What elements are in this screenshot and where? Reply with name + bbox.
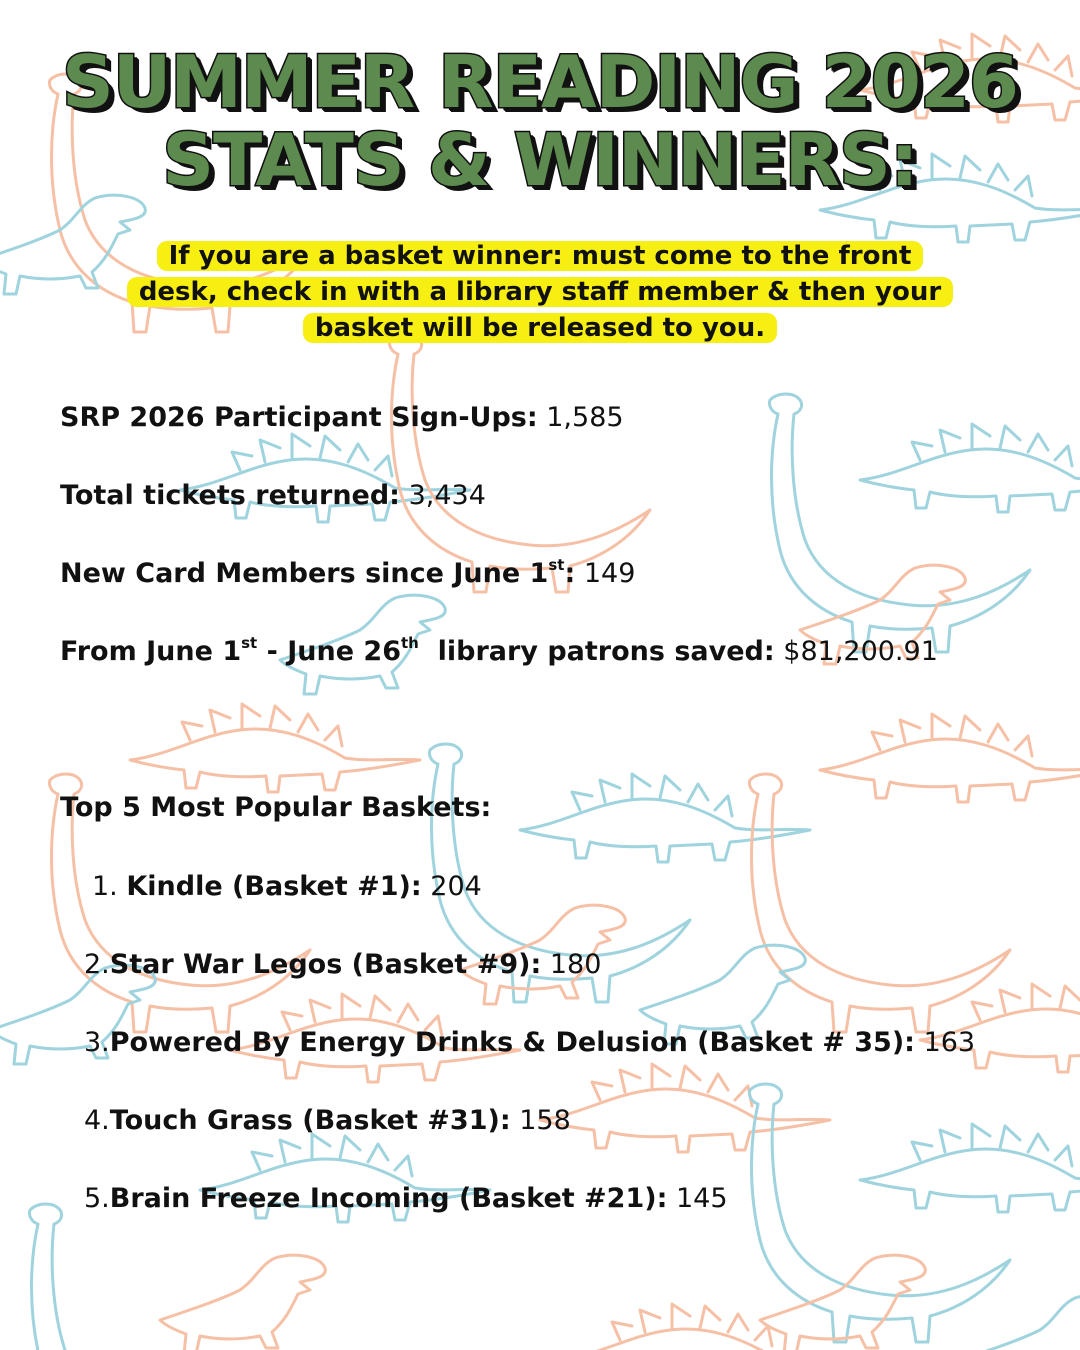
stat-signups bbox=[60, 402, 624, 433]
basket-item-3 bbox=[84, 1027, 975, 1058]
basket-2-value: 180 bbox=[549, 949, 602, 980]
stat-tickets-value: 3,434 bbox=[408, 480, 486, 511]
basket-item-4 bbox=[84, 1105, 571, 1136]
stat-members-colon: : bbox=[564, 558, 576, 589]
stat-new-members bbox=[60, 558, 635, 589]
notice-line-2: desk, check in with a library staff member & then your bbox=[127, 277, 953, 307]
stat-savings bbox=[60, 636, 938, 667]
basket-5-value: 145 bbox=[676, 1183, 728, 1214]
notice-line-3: basket will be released to you. bbox=[303, 313, 777, 343]
baskets-heading-text: Top 5 Most Popular Baskets: bbox=[60, 792, 492, 823]
basket-4-label: Touch Grass (Basket #31): bbox=[109, 1105, 511, 1136]
stat-saved-part-b: - June 26 bbox=[257, 636, 401, 667]
basket-2-number: 2. bbox=[84, 949, 110, 980]
basket-2-label: Star War Legos (Basket #9): bbox=[109, 949, 542, 980]
notice-line-1: If you are a basket winner: must come to the front bbox=[157, 241, 924, 271]
basket-3-label: Powered By Energy Drinks & Delusion (Basket # 35): bbox=[109, 1027, 915, 1058]
basket-5-number: 5. bbox=[84, 1183, 110, 1214]
basket-4-value: 158 bbox=[519, 1105, 571, 1136]
winner-notice bbox=[0, 238, 1080, 346]
stat-members-label: New Card Members since June 1 bbox=[60, 558, 549, 589]
basket-item-2 bbox=[84, 949, 601, 980]
stat-saved-sup-1: st bbox=[241, 634, 258, 652]
basket-5-label: Brain Freeze Incoming (Basket #21): bbox=[109, 1183, 668, 1214]
page-title-line-1: SUMMER READING 2026 bbox=[61, 40, 1019, 124]
stat-saved-part-c: library patrons saved: bbox=[418, 636, 775, 667]
page-title-line-2: STATS & WINNERS: bbox=[162, 118, 918, 202]
stat-members-value: 149 bbox=[583, 558, 636, 589]
stat-saved-part-a: From June 1 bbox=[60, 636, 242, 667]
basket-item-1 bbox=[92, 871, 482, 902]
stat-signups-label: SRP 2026 Participant Sign-Ups: bbox=[60, 402, 538, 433]
stat-tickets bbox=[60, 480, 486, 511]
basket-3-number: 3. bbox=[84, 1027, 110, 1058]
stat-saved-value: $81,200.91 bbox=[783, 636, 938, 667]
basket-1-number: 1. bbox=[92, 871, 118, 902]
basket-1-label: Kindle (Basket #1): bbox=[126, 871, 422, 902]
basket-4-number: 4. bbox=[84, 1105, 110, 1136]
basket-item-5 bbox=[84, 1183, 728, 1214]
stat-signups-value: 1,585 bbox=[546, 402, 624, 433]
stat-members-sup: st bbox=[548, 556, 565, 574]
baskets-heading bbox=[60, 792, 491, 823]
basket-3-value: 163 bbox=[923, 1027, 976, 1058]
stat-saved-sup-2: th bbox=[401, 634, 419, 652]
stat-tickets-label: Total tickets returned: bbox=[60, 480, 400, 511]
basket-1-value: 204 bbox=[430, 871, 482, 902]
